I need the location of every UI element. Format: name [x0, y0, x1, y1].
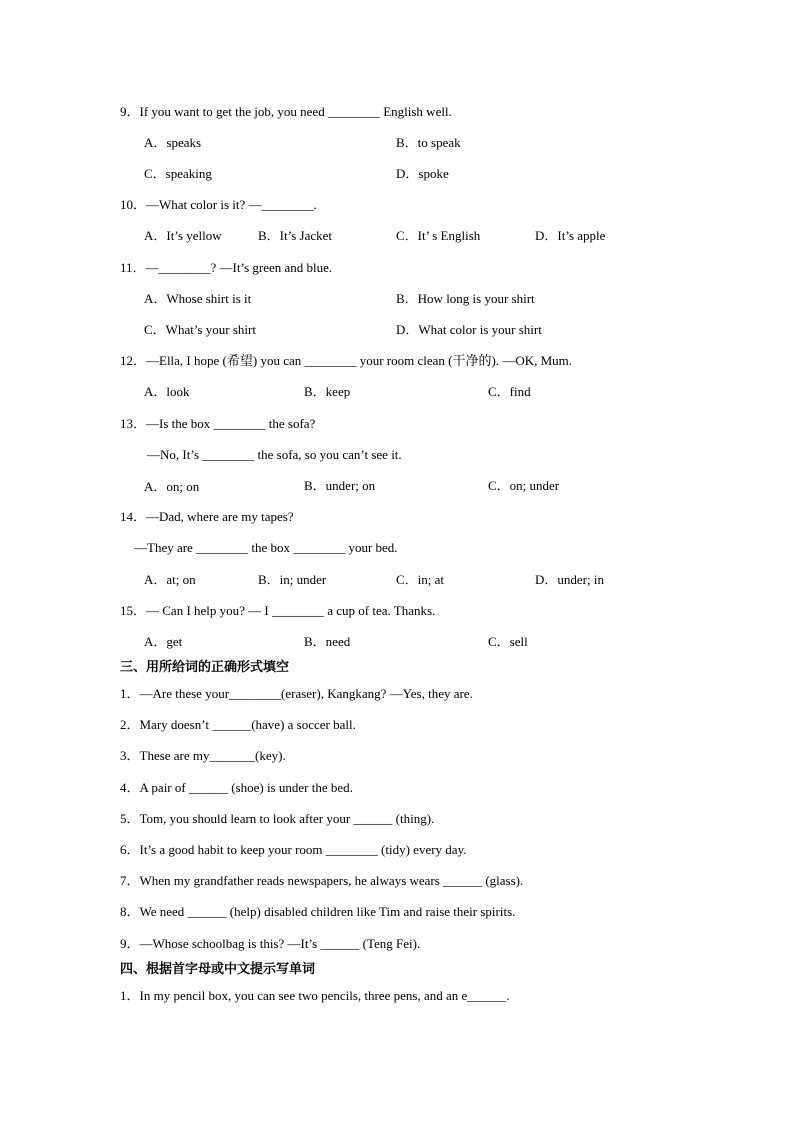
- question-12-option-c: C．find: [488, 384, 531, 399]
- question-15-option-a: A．get: [144, 634, 183, 649]
- question-9-option-b: B．to speak: [396, 135, 461, 150]
- question-12-option-b: B．keep: [304, 384, 351, 399]
- question-12-stem: 12．—Ella, I hope (希望) you can ________ your room clean (干净的). —OK, Mum.: [120, 353, 573, 368]
- question-13-option-b: B．under; on: [304, 478, 376, 493]
- question-10-option-b: B．It’s Jacket: [258, 228, 333, 243]
- question-14-stem-response: —They are ________ the box ________ your bed.: [134, 540, 398, 555]
- section-4-item-1: 1．In my pencil box, you can see two pencils, three pens, and an e______.: [120, 988, 510, 1003]
- question-11-option-c: C．What’s your shirt: [144, 322, 256, 337]
- section-3-item-8: 8．We need ______ (help) disabled children like Tim and raise their spirits.: [120, 904, 516, 919]
- question-15-stem: 15．— Can I help you? — I ________ a cup of tea. Thanks.: [120, 603, 436, 618]
- section-3-item-5: 5．Tom, you should learn to look after your ______ (thing).: [120, 811, 435, 826]
- question-13-option-a: A．on; on: [144, 479, 200, 494]
- question-11-option-b: B．How long is your shirt: [396, 291, 535, 306]
- section-3-item-2: 2．Mary doesn’t ______(have) a soccer ball.: [120, 717, 356, 732]
- question-10-stem: 10．—What color is it? —________.: [120, 197, 317, 212]
- question-11-option-a: A．Whose shirt is it: [144, 291, 252, 306]
- section-3-item-4: 4．A pair of ______ (shoe) is under the bed.: [120, 780, 353, 795]
- question-13-stem-response: —No, It’s ________ the sofa, so you can’t see it.: [147, 447, 402, 462]
- question-13-option-c: C．on; under: [488, 478, 560, 493]
- question-14-option-d: D．under; in: [535, 572, 604, 587]
- question-9-option-d: D．spoke: [396, 166, 449, 181]
- question-12-option-a: A．look: [144, 384, 190, 399]
- question-9-option-c: C．speaking: [144, 166, 212, 181]
- section-3-item-3: 3．These are my_______(key).: [120, 748, 286, 763]
- question-14-option-b: B．in; under: [258, 572, 327, 587]
- question-14-option-c: C．in; at: [396, 572, 445, 587]
- section-3-item-7: 7．When my grandfather reads newspapers, he always wears ______ (glass).: [120, 873, 524, 888]
- question-11-option-d: D．What color is your shirt: [396, 322, 542, 337]
- question-14-option-a: A．at; on: [144, 572, 196, 587]
- question-14-stem: 14．—Dad, where are my tapes?: [120, 509, 294, 524]
- question-13-stem: 13．—Is the box ________ the sofa?: [120, 416, 316, 431]
- question-10-option-c: C．It’ s English: [396, 228, 481, 243]
- section-3-item-1: 1．—Are these your________(eraser), Kangkang? —Yes, they are.: [120, 686, 473, 701]
- question-9-option-a: A．speaks: [144, 135, 202, 150]
- question-9-stem: 9．If you want to get the job, you need ________ English well.: [120, 104, 452, 119]
- question-10-option-a: A．It’s yellow: [144, 228, 222, 243]
- question-15-option-b: B．need: [304, 634, 351, 649]
- question-15-option-c: C．sell: [488, 634, 528, 649]
- question-10-option-d: D．It’s apple: [535, 228, 606, 243]
- section-4-heading: 四、根据首字母或中文提示写单词: [120, 962, 316, 977]
- section-3-item-9: 9．—Whose schoolbag is this? —It’s ______ (Teng Fei).: [120, 936, 421, 951]
- question-11-stem: 11．—________? —It’s green and blue.: [120, 260, 333, 275]
- section-3-heading: 三、用所给词的正确形式填空: [120, 660, 290, 675]
- section-3-item-6: 6．It’s a good habit to keep your room ________ (tidy) every day.: [120, 842, 467, 857]
